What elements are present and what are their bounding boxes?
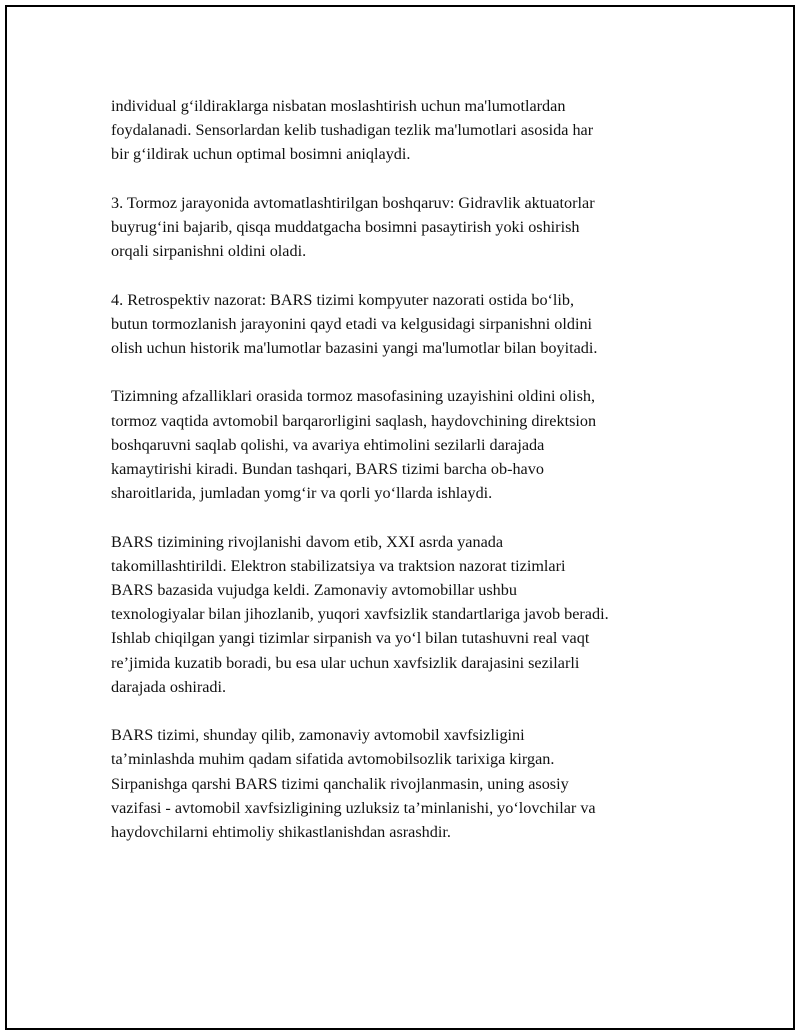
text-line: olish uchun historik ma'lumotlar bazasini yangi ma'lumotlar bilan boyitadi.	[111, 339, 598, 357]
text-line: butun tormozlanish jarayonini qayd etadi va kelgusidagi sirpanishni oldini	[111, 314, 593, 333]
document-body	[111, 94, 701, 868]
text-line: haydovchilarni ehtimoliy shikastlanishdan asrashdir.	[111, 823, 451, 842]
text-line: Tizimning afzalliklari orasida tormoz masofasining uzayishini oldini olish,	[111, 387, 596, 406]
paragraph-4	[111, 384, 701, 505]
text-line: texnologiyalar bilan jihozlanib, yuqori xavfsizlik standartlariga javob beradi.	[111, 605, 609, 624]
text-line: bir g‘ildirak uchun optimal bosimni aniqlaydi.	[111, 145, 411, 164]
text-line: vazifasi - avtomobil xavfsizligining uzluksiz ta’minlanishi, yo‘lovchilar va	[111, 798, 596, 817]
text-line: kamaytirishi kiradi. Bundan tashqari, BARS tizimi barcha ob-havo	[111, 460, 544, 478]
text-line: foydalanadi. Sensorlardan kelib tushadigan tezlik ma'lumotlari asosida har	[111, 121, 594, 140]
paragraph-2	[111, 191, 701, 264]
text-line: BARS tizimining rivojlanishi davom etib, XXI asrda yanada	[111, 532, 504, 551]
paragraph-6	[111, 723, 701, 844]
text-line: BARS bazasida vujudga keldi. Zamonaviy avtomobillar ushbu	[111, 581, 517, 599]
text-line: darajada oshiradi.	[111, 677, 227, 696]
text-line: tormoz vaqtida avtomobil barqarorligini saqlash, haydovchining direktsion	[111, 411, 597, 430]
text-line: boshqaruvni saqlab qolishi, va avariya ehtimolini sezilarli darajada	[111, 435, 545, 454]
paragraph-1	[111, 94, 701, 167]
paragraph-5	[111, 530, 701, 699]
text-line: individual g‘ildiraklarga nisbatan moslashtirish uchun ma'lumotlardan	[111, 97, 566, 115]
text-line: orqali sirpanishni oldini oladi.	[111, 242, 307, 261]
text-line: Sirpanishga qarshi BARS tizimi qanchalik rivojlanmasin, uning asosiy	[111, 774, 569, 793]
text-line: BARS tizimi, shunday qilib, zamonaviy avtomobil xavfsizligini	[111, 726, 525, 745]
text-line: ta’minlashda muhim qadam sifatida avtomobilsozlik tarixiga kirgan.	[111, 750, 555, 769]
text-line: re’jimida kuzatib boradi, bu esa ular uchun xavfsizlik darajasini sezilarli	[111, 653, 580, 672]
text-line: 3. Tormoz jarayonida avtomatlashtirilgan boshqaruv: Gidravlik aktuatorlar	[111, 193, 595, 212]
text-line: takomillashtirildi. Elektron stabilizatsiya va traktsion nazorat tizimlari	[111, 556, 566, 575]
text-line: sharoitlarida, jumladan yomg‘ir va qorli yo‘llarda ishlaydi.	[111, 484, 493, 503]
text-line: 4. Retrospektiv nazorat: BARS tizimi kompyuter nazorati ostida bo‘lib,	[111, 290, 575, 309]
paragraph-3	[111, 288, 701, 361]
text-line: buyrug‘ini bajarib, qisqa muddatgacha bosimni pasaytirish yoki oshirish	[111, 218, 580, 236]
text-line: Ishlab chiqilgan yangi tizimlar sirpanish va yo‘l bilan tutashuvni real vaqt	[111, 629, 590, 648]
